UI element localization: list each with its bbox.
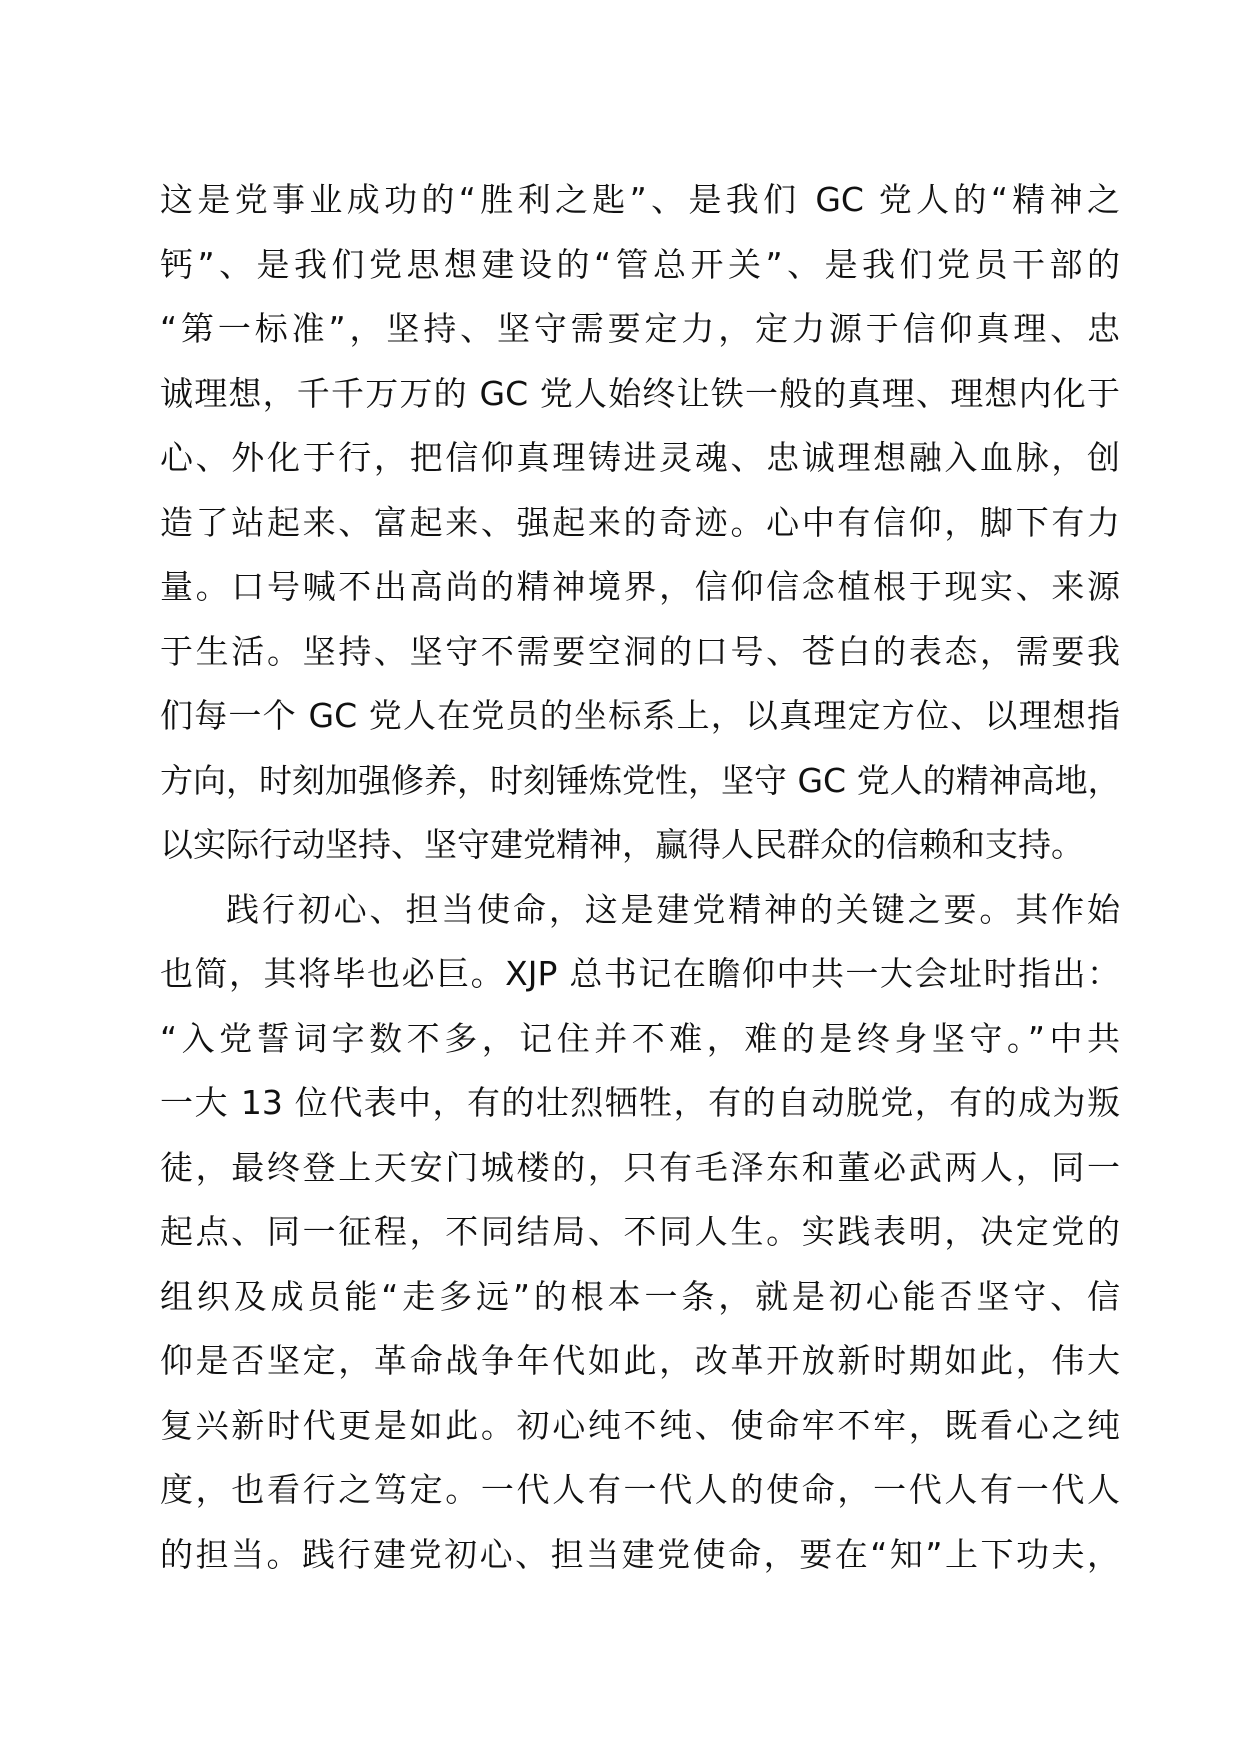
text-line: 一大 13 位代表中，有的壮烈牺牲，有的自动脱党，有的成为叛 [160,1083,1120,1122]
paragraph-last-line: 以实际行动坚持、坚守建党精神，赢得人民群众的信赖和支持。 [160,825,1084,864]
text-line: “第一标准”，坚持、坚守需要定力，定力源于信仰真理、忠 [160,309,1120,348]
text-line: 钙”、是我们党思想建设的“管总开关”、是我们党员干部的 [160,244,1120,284]
text-line: “入党誓词字数不多，记住并不难，难的是终身坚守。”中共 [160,1018,1120,1058]
text-line: 的担当。践行建党初心、担当建党使命，要在“知”上下功夫， [160,1534,1120,1574]
text-line: 度，也看行之笃定。一代人有一代人的使命，一代人有一代人 [160,1470,1120,1509]
text-line: 组织及成员能“走多远”的根本一条，就是初心能否坚守、信 [160,1276,1120,1316]
text-line: 仰是否坚定，革命战争年代如此，改革开放新时期如此，伟大 [160,1341,1120,1380]
text-line: 方向，时刻加强修养，时刻锤炼党性，坚守 GC 党人的精神高地， [160,760,1121,800]
paragraph-first-line: 践行初心、担当使命，这是建党精神的关键之要。其作始 [226,889,1120,929]
text-line: 量。口号喊不出高尚的精神境界，信仰信念植根于现实、来源 [160,567,1120,606]
text-line: 心、外化于行，把信仰真理铸进灵魂、忠诚理想融入血脉，创 [160,438,1120,477]
text-line: 们每一个 GC 党人在党员的坐标系上，以真理定方位、以理想指 [160,696,1120,735]
text-line: 造了站起来、富起来、强起来的奇迹。心中有信仰，脚下有力 [160,502,1120,542]
text-line: 徒，最终登上天安门城楼的，只有毛泽东和董必武两人，同一 [160,1147,1120,1187]
text-line: 起点、同一征程，不同结局、不同人生。实践表明，决定党的 [160,1212,1120,1251]
text-line: 这是党事业成功的“胜利之匙”、是我们 GC 党人的“精神之 [160,180,1120,219]
text-line: 复兴新时代更是如此。初心纯不纯、使命牢不牢，既看心之纯 [160,1405,1120,1445]
text-line: 也简，其将毕也必巨。XJP 总书记在瞻仰中共一大会址时指出： [160,954,1120,993]
body-text [160,168,1120,1587]
text-line: 于生活。坚持、坚守不需要空洞的口号、苍白的表态，需要我 [160,631,1120,671]
text-line: 诚理想，千千万万的 GC 党人始终让铁一般的真理、理想内化于 [160,373,1120,413]
